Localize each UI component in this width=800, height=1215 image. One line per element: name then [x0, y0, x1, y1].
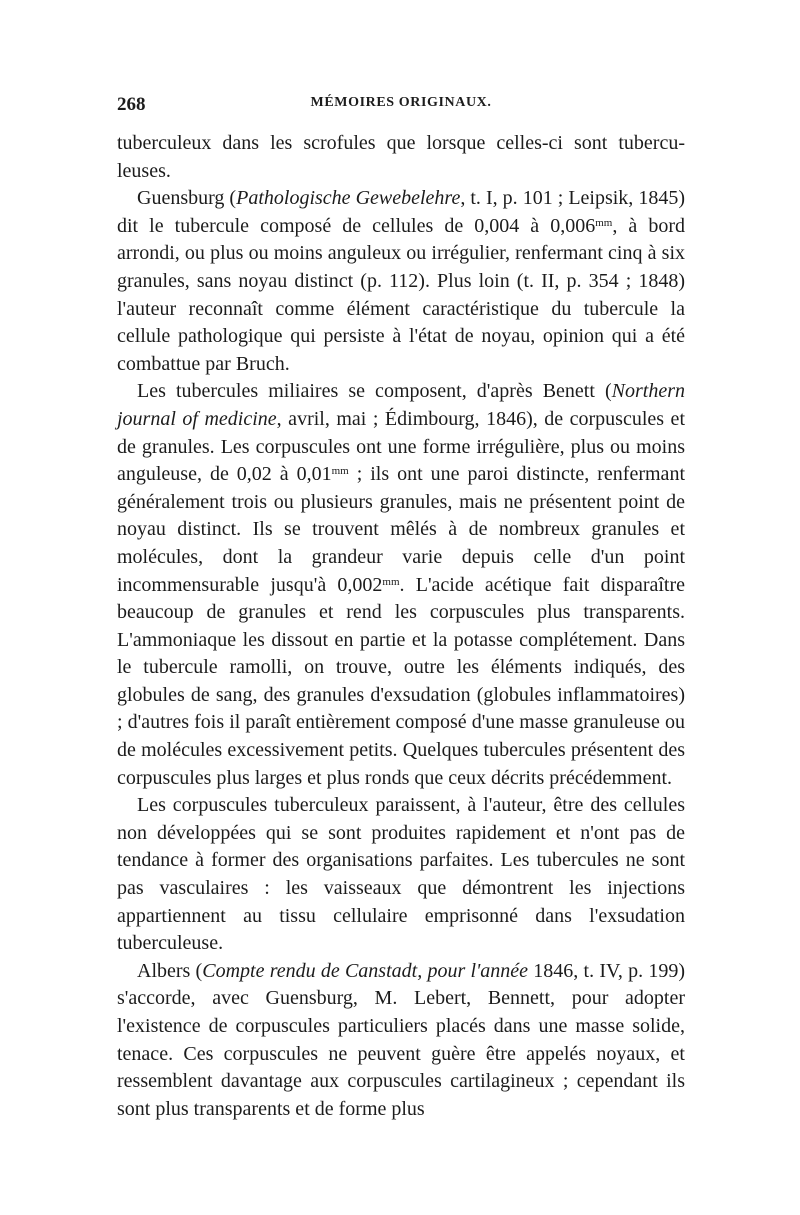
unit-superscript: mm	[595, 216, 613, 229]
paragraph	[117, 185, 685, 378]
italic-title: Northern journal of medicine	[117, 380, 685, 430]
paragraph	[117, 958, 685, 1124]
italic-title: Pathologische Gewebelehre	[236, 187, 461, 210]
text-run: Albers (	[137, 959, 203, 982]
unit-superscript: mm	[331, 465, 349, 478]
text-run: 1846, t. IV, p. 199) s'accorde, avec Guensburg, M. Lebert, Bennett, pour adopter l'existence de corpuscules particuliers placés dans une masse solide, tenace. Ces corpuscules ne peuvent guère être appelés noyaux, et ressemblent davantage aux corpuscules cartilagineux ; cependant ils sont plus transparents et de forme plus	[117, 959, 686, 1120]
page-number: 268	[117, 94, 146, 115]
running-head: MÉMOIRES ORIGINAUX.	[310, 95, 492, 110]
text-run: Les tubercules miliaires se composent, d'après Benett (	[137, 380, 612, 403]
text-run: . L'acide acétique fait disparaître beaucoup de granules et rend les corpuscules plus transparents. L'ammoniaque les dissout en partie et la potasse complétement. Dans le tubercule ramolli, on trouve, outre les éléments indiqués, des globules de sang, des granules d'exsudation (globules inflammatoires) ; d'autres fois il paraît entièrement composé d'une masse granuleuse ou de molécules excessivement petits. Quelques tubercules présentent des corpuscules plus larges et plus ronds que ceux décrits précédemment.	[117, 573, 686, 789]
paragraph	[117, 130, 685, 185]
book-page	[117, 94, 685, 1123]
italic-title: Compte rendu de Canstadt, pour l'année	[202, 959, 529, 982]
paragraph	[117, 378, 685, 792]
text-run: , à bord arrondi, ou plus ou moins anguleux ou irrégulier, renfermant cinq à six granules, sans noyau distinct (p. 112). Plus loin (t. II, p. 354 ; 1848) l'auteur reconnaît comme élément caractéristique du tubercule la cellule pathologique qui persiste à l'état de noyau, opinion qui a été combattue par Bruch.	[117, 214, 685, 375]
text-run: Guensburg (	[137, 187, 237, 210]
text-run: Les corpuscules tuberculeux paraissent, à l'auteur, être des cellules non développées qui se sont produites rapidement et n'ont pas de tendance à former des organisations parfaites. Les tubercules ne sont pas vasculaires : les vaisseaux que démontrent les injections appartiennent au tissu cellulaire emprisonné dans l'exsudation tuberculeuse.	[117, 794, 685, 955]
text-run: , avril, mai ; Édimbourg, 1846), de corpuscules et de granules. Les corpuscules ont une forme irrégulière, plus ou moins anguleuse, de 0,02 à 0,01	[117, 407, 685, 486]
paragraph	[117, 792, 685, 958]
page-header	[117, 94, 685, 120]
unit-superscript: mm	[382, 575, 400, 588]
body-text	[117, 130, 685, 1123]
text-run: , t. I, p. 101 ; Leipsik, 1845) dit le tubercule composé de cellules de 0,004 à 0,006	[117, 187, 685, 237]
text-run: ; ils ont une paroi distincte, renfermant généralement trois ou plusieurs granules, mais ne présentent point de noyau distinct. Ils se trouvent mêlés à de nombreux granules et molécules, dont la grandeur varie depuis celle d'un point incommensurable jusqu'à 0,002	[117, 463, 685, 596]
text-run: tuberculeux dans les scrofules que lorsque celles-ci sont tubercu-leuses.	[117, 132, 685, 182]
